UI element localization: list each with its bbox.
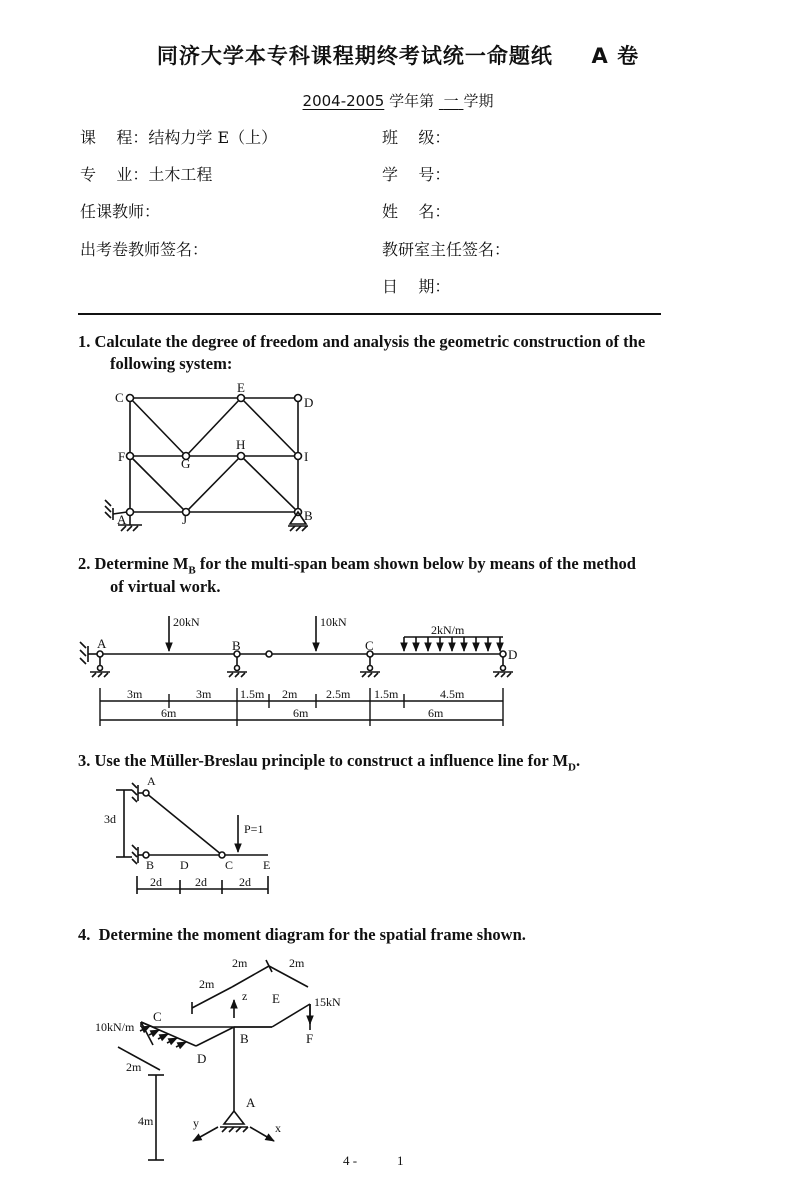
paper-version: A 卷	[591, 44, 640, 68]
fig4-label-e: E	[272, 991, 280, 1006]
setter-signature-field: 出考卷教师签名：	[80, 240, 209, 259]
fig4-label-b: B	[240, 1031, 249, 1046]
fig2-dim-1: 3m	[127, 687, 143, 701]
question-3: 3. Use the Müller-Breslau principle to construct a influence line for $M_D$.	[78, 751, 581, 774]
fig2-load-10kn: 10kN	[320, 615, 347, 629]
fig4-axis-y: y	[193, 1116, 199, 1130]
question-1-cont: following system:	[110, 354, 233, 373]
fig4-dim-1: 2m	[232, 956, 248, 970]
fig4-dim-4: 2m	[126, 1060, 142, 1074]
fig2-load-20kn: 20kN	[173, 615, 200, 629]
fig4-load-q: 10kN/m	[95, 1020, 135, 1034]
fig4-dim-2: 2m	[289, 956, 305, 970]
teacher-field: 任课教师：	[80, 202, 161, 221]
fig2-load-q: 2kN/m	[431, 623, 465, 637]
fig2-label-b: B	[232, 638, 241, 653]
fig4-label-f: F	[306, 1031, 314, 1046]
fig1-label-h: H	[236, 437, 246, 452]
fig4-dim-5: 4m	[138, 1114, 154, 1128]
fig4-dim-3: 2m	[199, 977, 215, 991]
fig4-axis-x: x	[275, 1121, 281, 1135]
semester-mid: 学年第	[389, 92, 435, 110]
question-4: 4. Determine the moment diagram for the spatial frame shown.	[78, 925, 526, 944]
fig1-label-e: E	[237, 380, 245, 395]
fig3-label-a: A	[147, 774, 156, 788]
semester-years: 2004-2005	[302, 92, 385, 110]
fig2-dim-2: 3m	[196, 687, 212, 701]
question-1: 1. Calculate the degree of freedom and analysis the geometric construction of the	[78, 332, 646, 351]
fig2-span-2: 6m	[293, 706, 309, 720]
fig1-label-j: J	[182, 512, 188, 527]
page-number-right: 1	[397, 1153, 404, 1168]
name-field: 姓 名：	[382, 202, 451, 221]
fig2-label-c: C	[365, 638, 374, 653]
fig4-label-a: A	[246, 1095, 256, 1110]
semester-end: 学期	[463, 92, 494, 110]
fig2-span-1: 6m	[161, 706, 177, 720]
semester-number: 一	[443, 92, 459, 110]
fig1-label-d: D	[304, 395, 314, 410]
fig1-label-f: F	[118, 449, 126, 464]
question-2: 2. Determine $M_B$ for the multi-span beam shown below by means of the method	[78, 554, 636, 577]
fig2-span-3: 6m	[428, 706, 444, 720]
fig2-dim-7: 4.5m	[440, 687, 465, 701]
director-signature-field: 教研室主任签名：	[382, 240, 511, 259]
fig4-axis-z: z	[242, 989, 248, 1003]
fig2-dim-6: 1.5m	[374, 687, 399, 701]
fig2-label-a: A	[97, 636, 107, 651]
student-number-field: 学 号：	[382, 165, 451, 184]
hinge	[266, 651, 272, 657]
fig3-dim-3: 2d	[239, 875, 251, 889]
fig3-label-b: B	[146, 858, 155, 872]
fig3-label-e: E	[263, 858, 271, 872]
major-field: 专 业：土木工程	[80, 165, 213, 184]
question-2-cont: of virtual work.	[110, 577, 221, 596]
fig2-dim-3: 1.5m	[240, 687, 265, 701]
fig3-dim-2: 2d	[195, 875, 207, 889]
fig3-dim-1: 2d	[150, 875, 162, 889]
figure-1-frame	[105, 395, 308, 532]
fig3-label-d: D	[180, 858, 189, 872]
course-field: 课 程：结构力学 E（上）	[80, 128, 278, 147]
fig1-label-c: C	[115, 390, 124, 405]
fig1-label-a: A	[117, 512, 127, 527]
fig3-load: P=1	[244, 822, 264, 836]
fig1-label-g: G	[181, 456, 191, 471]
fig3-height: 3d	[104, 812, 116, 826]
fig1-label-i: I	[304, 449, 309, 464]
fig4-load-p: 15kN	[314, 995, 341, 1009]
title-text: 同济大学本专科课程期终考试统一命题纸	[156, 44, 553, 68]
fig4-label-c: C	[153, 1009, 162, 1024]
fig2-label-d: D	[508, 647, 518, 662]
class-field: 班 级：	[382, 128, 451, 147]
fig2-dim-5: 2.5m	[326, 687, 351, 701]
fig2-dim-4: 2m	[282, 687, 298, 701]
page-number-left: 4 -	[343, 1153, 358, 1168]
fig3-label-c: C	[225, 858, 234, 872]
fig4-label-d: D	[197, 1051, 207, 1066]
date-field: 日 期：	[382, 277, 451, 296]
fig1-label-b: B	[304, 508, 313, 523]
